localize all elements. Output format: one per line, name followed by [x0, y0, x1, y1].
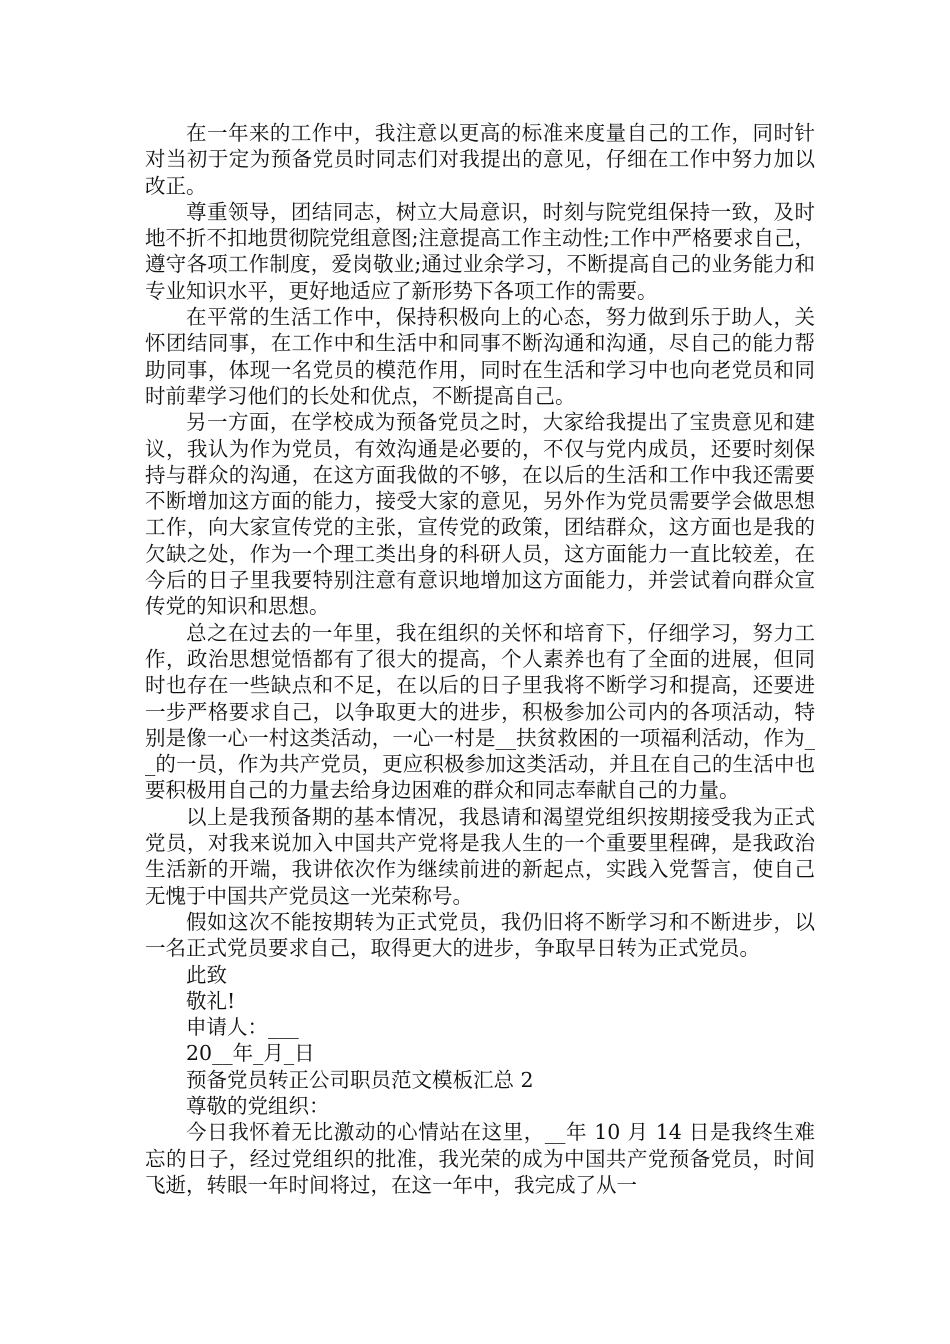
- paragraph-2: 尊重领导，团结同志，树立大局意识，时刻与院党组保持一致，及时地不折不扣地贯彻院党组意图;注意提高工作主动性;工作中严格要求自己，遵守各项工作制度，爱岗敬业;通过业余学习，不断提高自己的业务能力和专业知识水平，更好地适应了新形势下各项工作的需要。: [145, 199, 815, 303]
- paragraph-1: 在一年来的工作中，我注意以更高的标准来度量自己的工作，同时针对当初于定为预备党员时同志们对我提出的意见，仔细在工作中努力加以改正。: [145, 121, 815, 198]
- closing-respect: 敬礼!: [186, 988, 236, 1013]
- paragraph-6: 以上是我预备期的基本情况，我恳请和渴望党组织按期接受我为正式党员，对我来说加入中国共产党将是我人生的一个重要里程碑，是我政治生活新的开端，我讲依次作为继续前进的新起点，实践入党誓言，使自己无愧于中国共产党员这一光荣称号。: [145, 804, 815, 908]
- paragraph-7: 假如这次不能按期转为正式党员，我仍旧将不断学习和不断进步，以一名正式党员要求自己，取得更大的进步，争取早日转为正式党员。: [145, 909, 815, 961]
- document-page: [145, 120, 815, 1198]
- next-section-title: 预备党员转正公司职员范文模板汇总 2: [186, 1067, 534, 1092]
- paragraph-3: 在平常的生活工作中，保持积极向上的心态，努力做到乐于助人，关怀团结同事，在工作中和生活中和同事不断沟通和沟通，尽自己的能力帮助同事，体现一名党员的模范作用，同时在生活和学习中也向老党员和同时前辈学习他们的长处和优点，不断提高自己。: [145, 305, 815, 408]
- paragraph-5: 总之在过去的一年里，我在组织的关怀和培育下，仔细学习，努力工作，政治思想觉悟都有了很大的提高，个人素养也有了全面的进展，但同时也存在一些缺点和不足，在以后的日子里我将不断学习和提高，还要进一步严格要求自己，以争取更大的进步，积极参加公司内的各项活动，特别是像一心一村这类活动，一心一村是__扶贫救困的一项福利活动，作为__的一员，作为共产党员，更应积极参加这类活动，并且在自己的生活中也要积极用自己的力量去给身边困难的群众和同志奉献自己的力量。: [145, 620, 815, 803]
- date-line: 20__年_月_日: [186, 1041, 315, 1066]
- applicant-signature: 申请人：___: [186, 1015, 299, 1040]
- next-paragraph: 今日我怀着无比激动的心情站在这里，__年 10 月 14 日是我终生难忘的日子，经过党组织的批准，我光荣的成为中国共产党预备党员，时间飞逝，转眼一年时间将过，在这一年中，我完成了从一: [145, 1120, 815, 1197]
- paragraph-4: 另一方面，在学校成为预备党员之时，大家给我提出了宝贵意见和建议，我认为作为党员，有效沟通是必要的，不仅与党内成员，还要时刻保持与群众的沟通，在这方面我做的不够，在以后的生活和工作中我还需要不断增加这方面的能力，接受大家的意见，另外作为党员需要学会做思想工作，向大家宣传党的主张，宣传党的政策，团结群众，这方面也是我的欠缺之处，作为一个理工类出身的科研人员，这方面能力一直比较差，在今后的日子里我要特别注意有意识地增加这方面能力，并尝试着向群众宣传党的知识和思想。: [145, 410, 815, 619]
- closing-salutation: 此致: [186, 962, 227, 987]
- next-greeting: 尊敬的党组织：: [186, 1093, 330, 1118]
